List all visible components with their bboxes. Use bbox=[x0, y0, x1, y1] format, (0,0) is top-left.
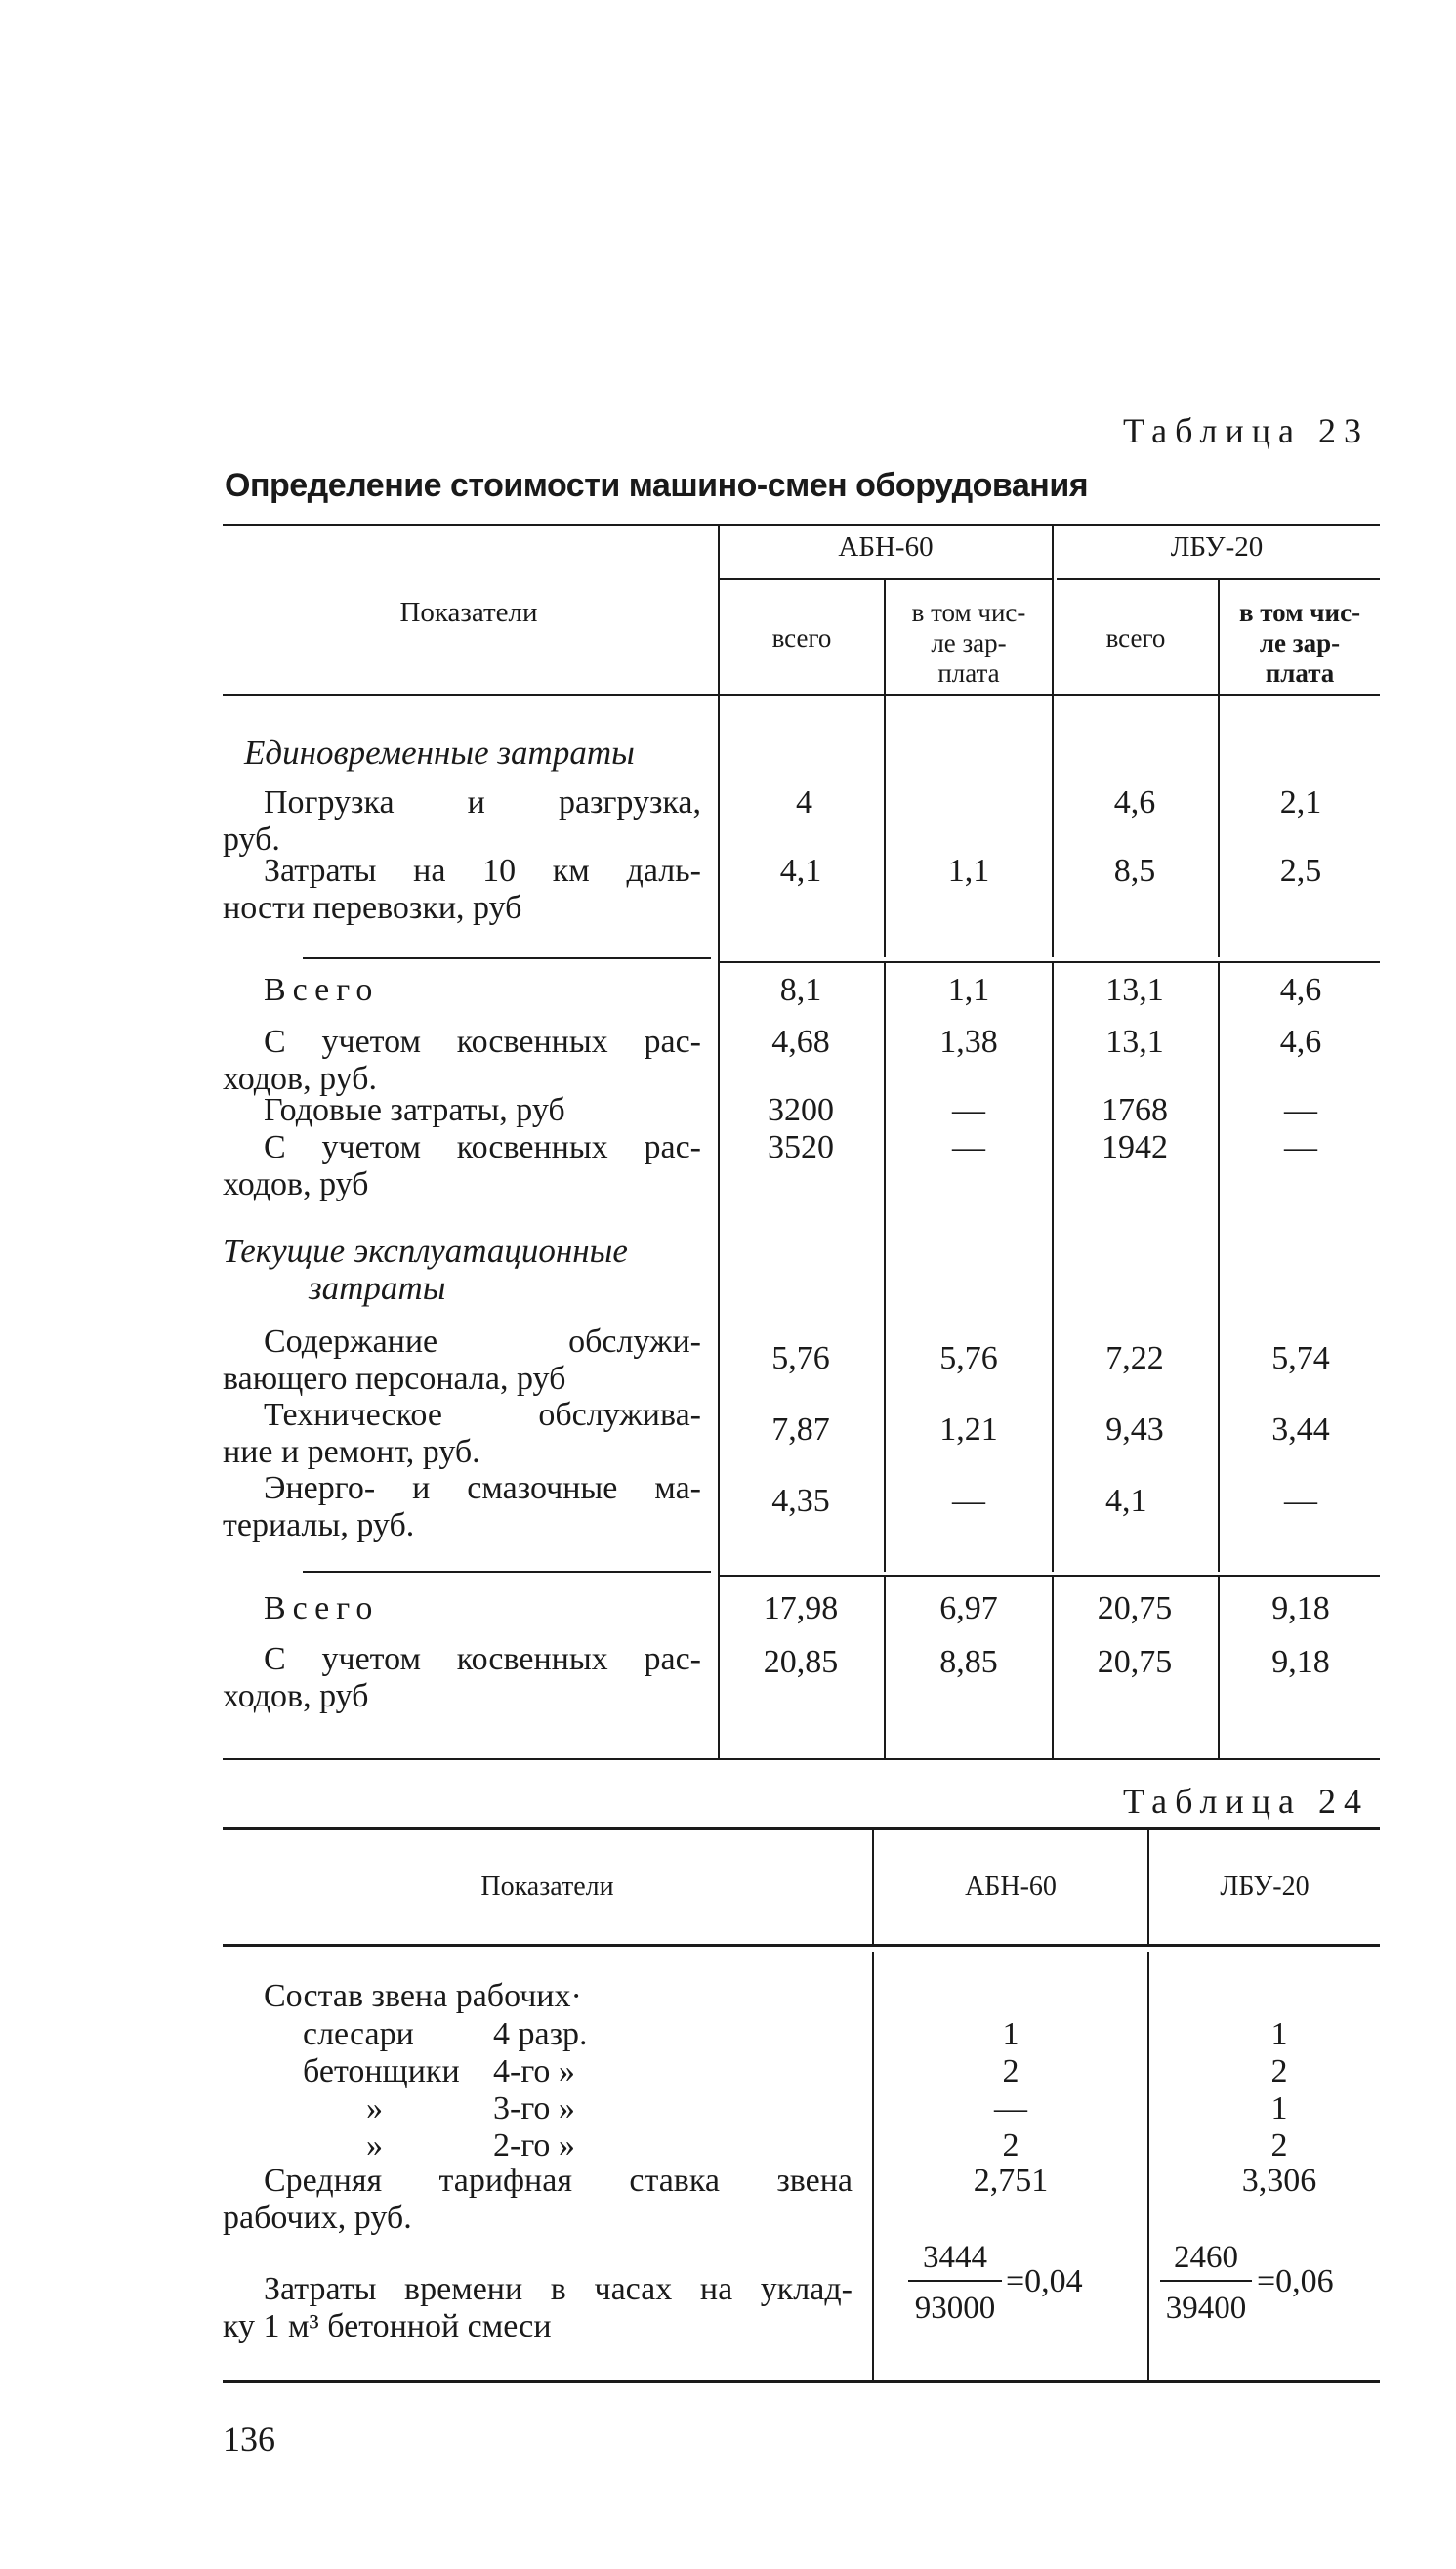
table23-header-indicator: Показатели bbox=[399, 597, 538, 628]
cell: 2-го » bbox=[493, 2127, 575, 2164]
table23-row-label: Всего bbox=[264, 1590, 380, 1626]
cell: 3,306 bbox=[1241, 2163, 1317, 2199]
table23-title: Определение стоимости машино-смен оборудования bbox=[225, 467, 1089, 504]
rate-label: Средняя тарифная ставка звена рабочих, руб. bbox=[223, 2163, 853, 2236]
cell: 6,97 bbox=[939, 1590, 998, 1626]
table23-row-label: Техническое обслужива- ние и ремонт, руб. bbox=[223, 1397, 701, 1470]
table23-header-wage-1: в том чис- ле зар- плата bbox=[911, 598, 1026, 688]
table23-row-label: С учетом косвенных рас- ходов, руб bbox=[223, 1129, 701, 1202]
denominator: 39400 bbox=[1165, 2291, 1247, 2326]
cell: 4,6 bbox=[1279, 972, 1322, 1008]
cell: 8,1 bbox=[779, 972, 822, 1008]
cell: 1942 bbox=[1102, 1129, 1168, 1165]
cell: 4,35 bbox=[771, 1483, 830, 1519]
crew-title: Состав звена рабочих· bbox=[264, 1978, 582, 2014]
table23-row-label: Энерго- и смазочные ма- териалы, руб. bbox=[223, 1470, 701, 1543]
cell: — bbox=[952, 1129, 985, 1165]
cell: 8,5 bbox=[1113, 853, 1156, 889]
cell: 1 bbox=[1002, 2016, 1019, 2052]
cell: — bbox=[1284, 1092, 1317, 1128]
cell: 4 bbox=[796, 784, 812, 821]
cell: 3200 bbox=[768, 1092, 834, 1128]
cell: 4,6 bbox=[1113, 784, 1156, 821]
cell: — bbox=[994, 2090, 1027, 2127]
cell: » bbox=[366, 2127, 383, 2164]
table24-header-abn60: АБН-60 bbox=[965, 1872, 1057, 1902]
result: =0,04 bbox=[1006, 2263, 1083, 2299]
cell: 3,44 bbox=[1271, 1411, 1330, 1448]
cell: 1768 bbox=[1102, 1092, 1168, 1128]
cell: 9,43 bbox=[1105, 1411, 1164, 1448]
cell: 13,1 bbox=[1105, 1024, 1164, 1060]
table23-row-label: Затраты на 10 км даль- ности перевозки, руб bbox=[223, 853, 701, 926]
table23-row-label: С учетом косвенных рас- ходов, руб. bbox=[223, 1024, 701, 1097]
cell: 5,76 bbox=[939, 1340, 998, 1376]
cell: 1,1 bbox=[947, 972, 990, 1008]
table23-section-operating: Текущие эксплуатационные затраты bbox=[223, 1232, 628, 1307]
cell: 7,22 bbox=[1105, 1340, 1164, 1376]
cell: 2 bbox=[1270, 2053, 1288, 2089]
cell: — bbox=[1284, 1129, 1317, 1165]
table23-header-total-2: всего bbox=[1105, 623, 1166, 653]
time-label: Затраты времени в часах на уклад- ку 1 м³ бетонной смеси bbox=[223, 2271, 853, 2344]
cell: 7,87 bbox=[771, 1411, 830, 1448]
cell: 1 bbox=[1270, 2016, 1288, 2052]
cell: 1 bbox=[1270, 2090, 1288, 2127]
table23-header-wage-2: в том чис- ле зар- плата bbox=[1238, 598, 1361, 688]
cell: 4,1 bbox=[1105, 1483, 1147, 1519]
cell: 2,5 bbox=[1279, 853, 1322, 889]
cell: 1,38 bbox=[939, 1024, 998, 1060]
page-number: 136 bbox=[223, 2420, 275, 2459]
cell: 8,85 bbox=[939, 1644, 998, 1680]
table23-header-abn60: АБН-60 bbox=[838, 531, 934, 563]
cell: 2 bbox=[1002, 2127, 1019, 2164]
cell: 2,751 bbox=[973, 2163, 1049, 2199]
denominator: 93000 bbox=[914, 2291, 996, 2326]
table24-caption: Таблица 24 bbox=[1123, 1782, 1369, 1821]
cell: 20,85 bbox=[763, 1644, 839, 1680]
cell: слесари bbox=[303, 2016, 414, 2052]
cell: — bbox=[952, 1092, 985, 1128]
cell: 9,18 bbox=[1271, 1644, 1330, 1680]
cell: 1,1 bbox=[947, 853, 990, 889]
cell: 4,68 bbox=[771, 1024, 830, 1060]
table23-row-label: Погрузка и разгрузка, руб. bbox=[223, 784, 701, 858]
cell: 3-го » bbox=[493, 2090, 575, 2127]
cell: 4,1 bbox=[779, 853, 822, 889]
cell: 13,1 bbox=[1105, 972, 1164, 1008]
table23-section-onetime: Единовременные затраты bbox=[244, 734, 635, 772]
table23-header-lbu20: ЛБУ-20 bbox=[1170, 531, 1264, 563]
cell: 1,21 bbox=[939, 1411, 998, 1448]
cell: 4 разр. bbox=[493, 2016, 588, 2052]
numerator: 3444 bbox=[923, 2240, 987, 2275]
result: =0,06 bbox=[1257, 2263, 1334, 2299]
cell: » bbox=[366, 2090, 383, 2127]
cell: 3520 bbox=[768, 1129, 834, 1165]
table23-row-label: Всего bbox=[264, 972, 380, 1008]
cell: — bbox=[1284, 1483, 1317, 1519]
cell: 17,98 bbox=[763, 1590, 839, 1626]
cell: 2,1 bbox=[1279, 784, 1322, 821]
cell: бетонщики bbox=[303, 2053, 460, 2089]
cell: 2 bbox=[1270, 2127, 1288, 2164]
cell: 2 bbox=[1002, 2053, 1019, 2089]
numerator: 2460 bbox=[1174, 2240, 1238, 2275]
cell: 4,6 bbox=[1279, 1024, 1322, 1060]
table23-header-total-1: всего bbox=[771, 623, 832, 653]
cell: 5,76 bbox=[771, 1340, 830, 1376]
table24-header-lbu20: ЛБУ-20 bbox=[1220, 1872, 1310, 1902]
table23-row-label: Годовые затраты, руб bbox=[264, 1092, 565, 1128]
table23-row-label: С учетом косвенных рас- ходов, руб bbox=[223, 1641, 701, 1714]
cell: 20,75 bbox=[1097, 1590, 1173, 1626]
table23-caption: Таблица 23 bbox=[1123, 411, 1369, 450]
cell: 5,74 bbox=[1271, 1340, 1330, 1376]
table23-row-label: Содержание обслужи- вающего персонала, руб bbox=[223, 1324, 701, 1397]
cell: 9,18 bbox=[1271, 1590, 1330, 1626]
table24-header-indicator: Показатели bbox=[480, 1872, 614, 1902]
cell: — bbox=[952, 1483, 985, 1519]
cell: 4-го » bbox=[493, 2053, 575, 2089]
cell: 20,75 bbox=[1097, 1644, 1173, 1680]
